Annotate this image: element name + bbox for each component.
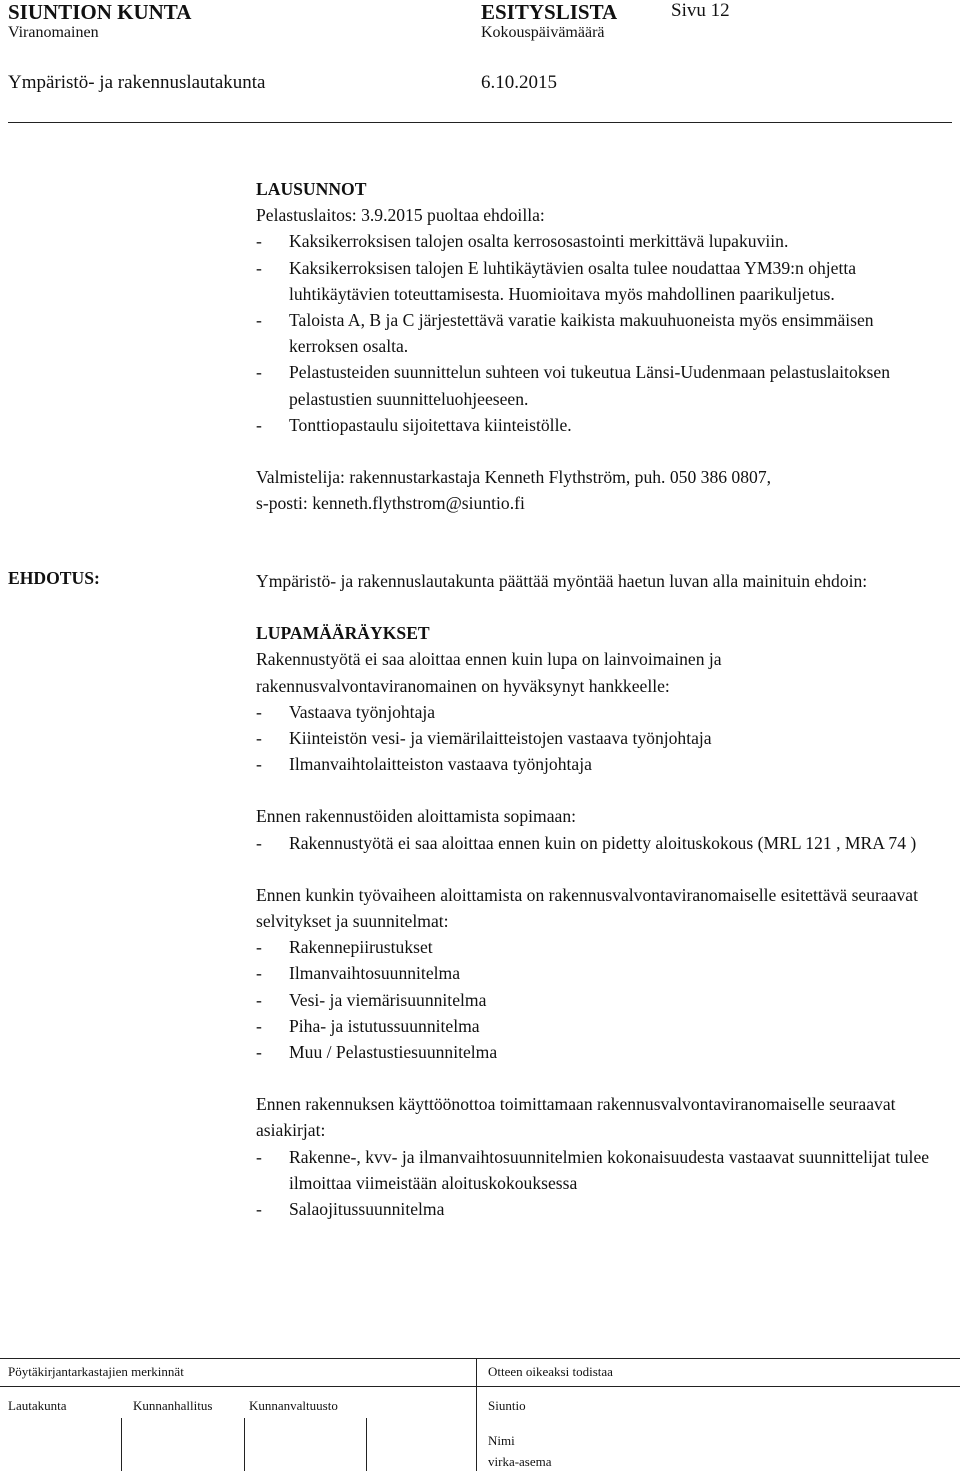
before-start-intro: Ennen rakennustöiden aloittamista sopimaan:: [256, 806, 577, 827]
before-use-intro: Ennen rakennuksen käyttöönottoa toimittamaan rakennusvalvontaviranomaiselle seuraavat asiakirjat:: [256, 1094, 896, 1141]
meeting-date: 6.10.2015: [481, 72, 557, 93]
list-item: - Vesi- ja viemärisuunnitelma: [256, 989, 487, 1010]
certified-copy-label: Otteen oikeaksi todistaa: [488, 1364, 613, 1379]
list-item: - Salaojitussuunnitelma: [256, 1199, 445, 1220]
preparer-email: s-posti: kenneth.flythstrom@siuntio.fi: [256, 493, 525, 514]
preparer-line: Valmistelija: rakennustarkastaja Kenneth Flythström, puh. 050 386 0807,: [256, 467, 772, 488]
list-item: - Pelastusteiden suunnittelun suhteen voi tukeutua Länsi-Uudenmaan pelastuslaitoksen pelastustien suunnitteluohjeeseen.: [256, 362, 890, 409]
footer-row-divider: [0, 1386, 960, 1387]
statements-intro: Pelastuslaitos: 3.9.2015 puoltaa ehdoilla:: [256, 205, 545, 226]
statements-section: [256, 176, 946, 516]
org-name: SIUNTION KUNTA: [8, 0, 192, 24]
proposal-text: Ympäristö- ja rakennuslautakunta päättää myöntää haetun luvan alla mainituin ehdoin:: [256, 571, 868, 591]
footer-cell-divider: [244, 1418, 245, 1471]
position-label: virka-asema: [488, 1454, 552, 1469]
footer-divider: [0, 1358, 960, 1359]
list-item: - Ilmanvaihtosuunnitelma: [256, 963, 461, 984]
footer-cell-divider: [366, 1418, 367, 1471]
permit-intro: Rakennustyötä ei saa aloittaa ennen kuin lupa on lainvoimainen ja rakennusvalvontaviranomainen on hyväksynyt hankkeelle:: [256, 649, 722, 696]
proposal-section: [256, 568, 946, 1222]
footer-cell-divider: [121, 1418, 122, 1471]
list-item: - Kaksikerroksisen talojen E luhtikäytävien osalta tulee noudattaa YM39:n ohjetta luhtikäytävien toteuttamisesta. Huomioitava myös mahdollinen paarikuljetus.: [256, 257, 857, 304]
council-label: Kunnanvaltuusto: [249, 1398, 338, 1413]
proposal-label: EHDOTUS:: [8, 568, 100, 588]
municipal-board-label: Kunnanhallitus: [133, 1398, 213, 1413]
list-item: - Rakenne-, kvv- ja ilmanvaihtosuunnitelmien kokonaisuudesta vastaavat suunnittelijat tulee ilmoittaa viimeistään aloituskokouksessa: [256, 1146, 930, 1193]
minutes-checkers-label: Pöytäkirjantarkastajien merkinnät: [8, 1364, 184, 1379]
date-label: Kokouspäivämäärä: [481, 24, 605, 41]
header-divider: [8, 122, 952, 123]
list-item: - Rakennustyötä ei saa aloittaa ennen kuin on pidetty aloituskokous (MRL 121 , MRA 74 ): [256, 832, 917, 853]
place-label: Siuntio: [488, 1398, 526, 1413]
board-label: Lautakunta: [8, 1398, 67, 1413]
doc-type: ESITYSLISTA: [481, 0, 618, 24]
list-item: - Ilmanvaihtolaitteiston vastaava työnjohtaja: [256, 754, 592, 775]
list-item: - Tonttiopastaulu sijoitettava kiinteistölle.: [256, 414, 572, 435]
list-item: - Taloista A, B ja C järjestettävä varatie kaikista makuuhuoneista myös ensimmäisen kerroksen osalta.: [256, 310, 874, 357]
permit-title: LUPAMÄÄRÄYKSET: [256, 623, 430, 644]
before-phase-intro: Ennen kunkin työvaiheen aloittamista on rakennusvalvontaviranomaiselle esitettävä seuraavat selvitykset ja suunnitelmat:: [256, 884, 918, 932]
list-item: - Kiinteistön vesi- ja viemärilaitteistojen vastaava työnjohtaja: [256, 728, 712, 749]
footer-column-divider: [476, 1358, 477, 1471]
page-number: Sivu 12: [671, 0, 730, 21]
list-item: - Rakennepiirustukset: [256, 937, 433, 958]
list-item: - Muu / Pelastustiesuunnitelma: [256, 1042, 498, 1063]
authority-label: Viranomainen: [8, 24, 99, 41]
name-label: Nimi: [488, 1433, 515, 1448]
statements-title: LAUSUNNOT: [256, 179, 367, 199]
authority: Ympäristö- ja rakennuslautakunta: [8, 72, 266, 93]
list-item: - Vastaava työnjohtaja: [256, 701, 436, 722]
list-item: - Kaksikerroksisen talojen osalta kerrososastointi merkittävä lupakuviin.: [256, 231, 789, 252]
list-item: - Piha- ja istutussuunnitelma: [256, 1015, 480, 1036]
